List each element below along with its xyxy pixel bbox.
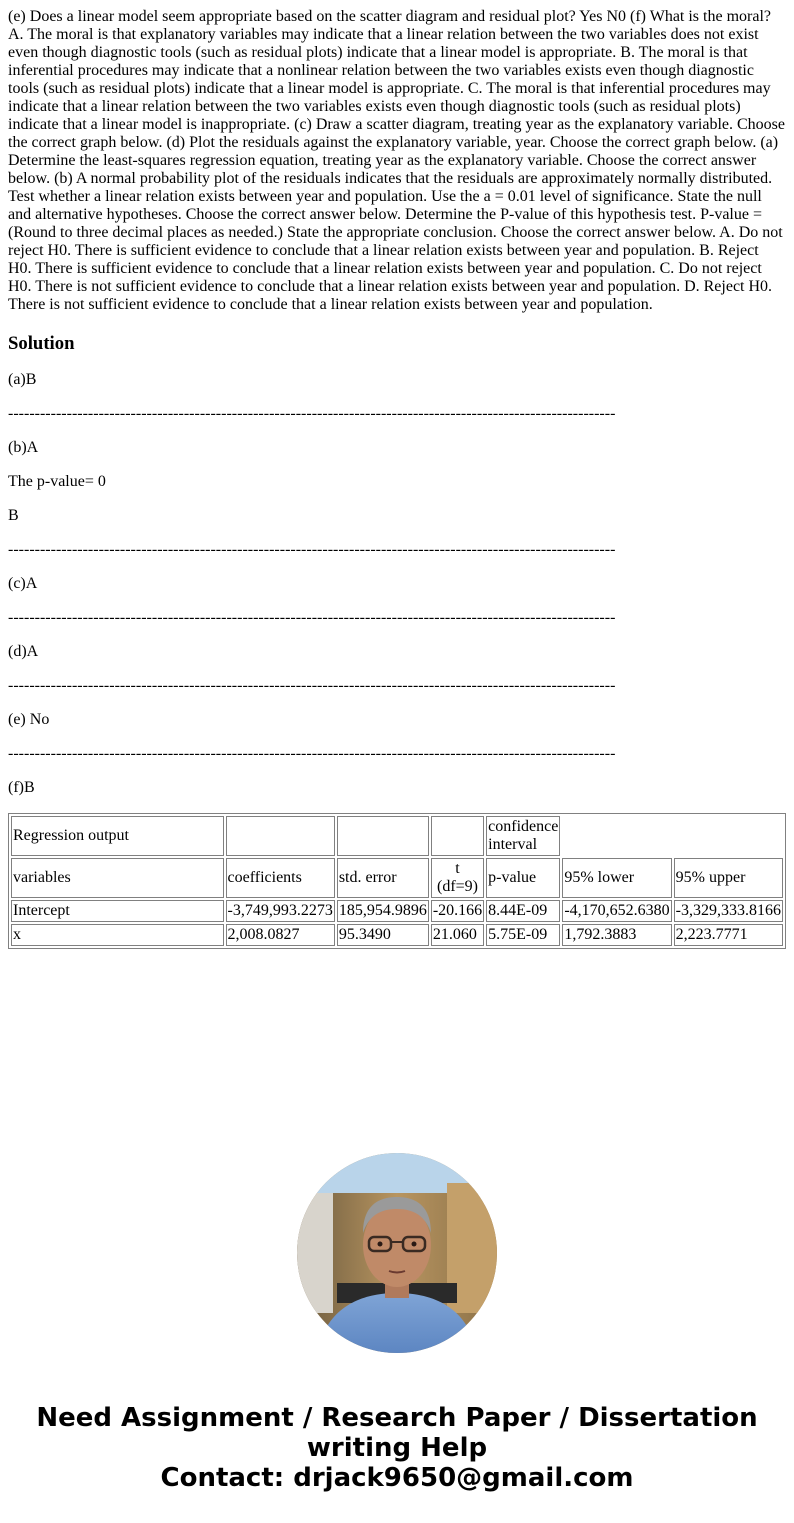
separator-line: ------------------------------------------------------------------------------------------------------------------ (8, 745, 616, 762)
cell-std-error: 95.3490 (337, 924, 429, 946)
answer-d: (d)A (8, 643, 39, 660)
answer-c: (c)A (8, 575, 38, 592)
cell-t: -20.166 (431, 900, 484, 922)
table-header-row (11, 858, 783, 898)
cell-coefficient: -3,749,993.2273 (226, 900, 335, 922)
answer-b-conclusion: B (8, 507, 19, 524)
cell-upper: 2,223.7771 (674, 924, 783, 946)
table-row (11, 900, 783, 922)
cell-p-value: 5.75E-09 (486, 924, 560, 946)
empty-cell (337, 816, 429, 856)
header-std-error: std. error (337, 858, 429, 898)
answer-b: (b)A (8, 439, 39, 456)
cell-upper: -3,329,333.8166 (674, 900, 783, 922)
separator-line: ------------------------------------------------------------------------------------------------------------------ (8, 677, 616, 694)
cell-variable: Intercept (11, 900, 224, 922)
question-text: (e) Does a linear model seem appropriate based on the scatter diagram and residual plot? Yes N0 (f) What is the moral? A. The moral is that explanatory variables may indicate that a linear relation between the two variables does not exist even though diagnostic tools (such as residual plots) indicate that a linear model is appropriate. B. The moral is that inferential procedures may indicate that a nonlinear relation between the two variables exists even though diagnostic tools (such as residual plots) indicate that a linear model is appropriate. C. The moral is that inferential procedures may indicate that a linear relation between the two variables exists even though diagnostic tools (such as residual plots) indicate that a linear model is inappropriate. (c) Draw a scatter diagram, treating year as the explanatory variable. Choose the correct graph below. (d) Plot the residuals against the explanatory variable, year. Choose the correct graph below. (a) Determine the least-squares regression equation, treating year as the explanatory variable. Choose the correct answer below. (b) A normal probability plot of the residuals indicates that the residuals are approximately normally distributed. Test whether a linear relation exists between year and population. Use the a = 0.01 level of significance. State the null and alternative hypotheses. Choose the correct answer below. Determine the P-value of this hypothesis test. P-value = (Round to three decimal places as needed.) State the appropriate conclusion. Choose the correct answer below. A. Do not reject H0. There is sufficient evidence to conclude that a linear relation exists between year and population. B. Reject H0. There is sufficient evidence to conclude that a linear relation exists between year and population. C. Do not reject H0. There is not sufficient evidence to conclude that a linear relation exists between year and population. D. Reject H0. There is not sufficient evidence to conclude that a linear relation exists between year and population. (8, 8, 786, 313)
cell-lower: -4,170,652.6380 (562, 900, 671, 922)
header-t: t (df=9) (431, 858, 484, 898)
table-title: Regression output (11, 816, 224, 856)
empty-cell (226, 816, 335, 856)
cell-std-error: 185,954.9896 (337, 900, 429, 922)
separator-line: ------------------------------------------------------------------------------------------------------------------ (8, 405, 616, 422)
separator-line: ------------------------------------------------------------------------------------------------------------------ (8, 609, 616, 626)
cell-lower: 1,792.3883 (562, 924, 671, 946)
answer-a: (a)B (8, 371, 37, 388)
header-lower: 95% lower (562, 858, 671, 898)
page-content (8, 8, 786, 949)
author-photo-icon (297, 1153, 497, 1353)
cell-variable: x (11, 924, 224, 946)
regression-table (8, 813, 786, 949)
cell-coefficient: 2,008.0827 (226, 924, 335, 946)
table-title-row (11, 816, 783, 856)
header-p-value: p-value (486, 858, 560, 898)
ci-header: confidence interval (486, 816, 560, 856)
header-upper: 95% upper (674, 858, 783, 898)
cell-t: 21.060 (431, 924, 484, 946)
header-variables: variables (11, 858, 224, 898)
footer-line-1: Need Assignment / Research Paper / Dissertation writing Help (36, 1403, 758, 1463)
header-coefficients: coefficients (226, 858, 335, 898)
separator-line: ------------------------------------------------------------------------------------------------------------------ (8, 541, 616, 558)
author-avatar (297, 1153, 497, 1353)
footer-banner (0, 1403, 794, 1493)
answer-e: (e) No (8, 711, 50, 728)
table-row (11, 924, 783, 946)
empty-cell (431, 816, 484, 856)
p-value-text: The p-value= 0 (8, 473, 106, 490)
answer-f: (f)B (8, 779, 35, 796)
solution-heading: Solution (8, 333, 75, 354)
footer-contact: Contact: drjack9650@gmail.com (160, 1463, 634, 1493)
cell-p-value: 8.44E-09 (486, 900, 560, 922)
